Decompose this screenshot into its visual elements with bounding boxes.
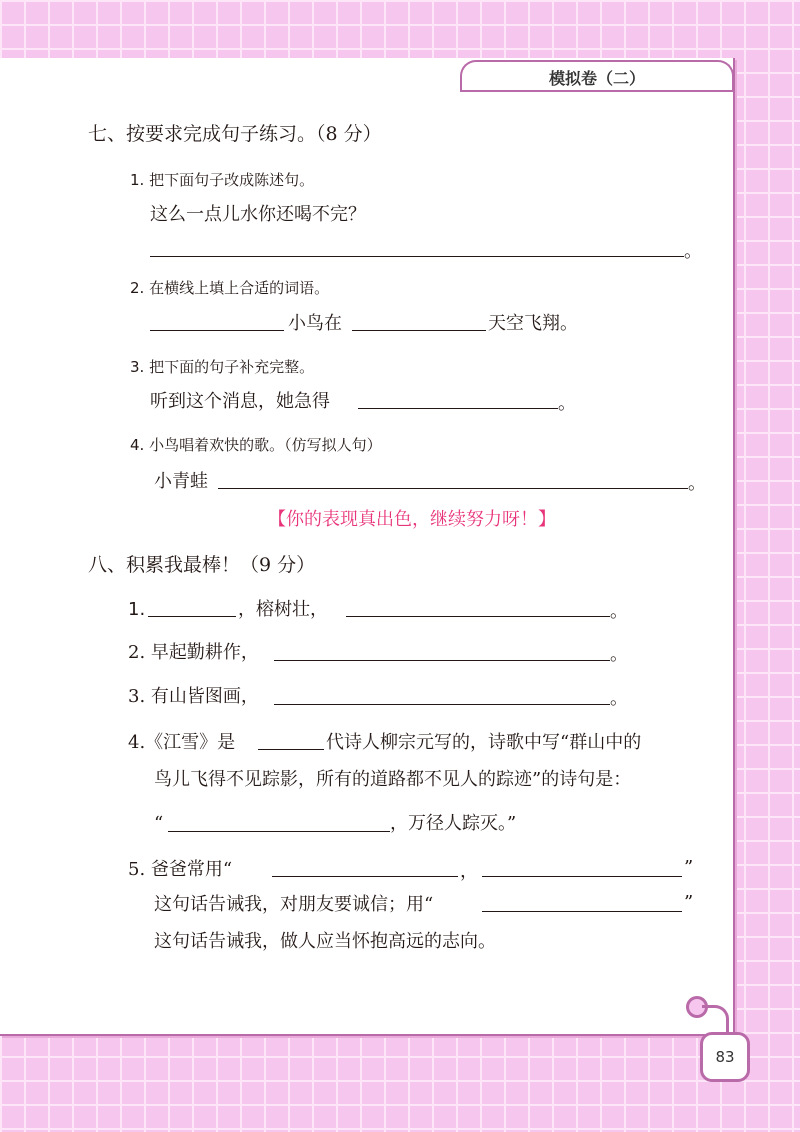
q8-4-blank-dynasty[interactable] bbox=[258, 749, 324, 750]
q7-2-prompt: 2. 在横线上填上合适的词语。 bbox=[130, 279, 330, 297]
q7-2-text-1: 小鸟在 bbox=[288, 313, 342, 334]
q8-5-close-quote-1: ” bbox=[684, 857, 694, 878]
q8-3-blank[interactable] bbox=[274, 704, 610, 705]
page-number: 83 bbox=[715, 1048, 735, 1066]
q7-3-lead: 听到这个消息，她急得 bbox=[150, 391, 330, 412]
q7-4-period: 。 bbox=[688, 473, 706, 494]
header-divider bbox=[460, 90, 733, 92]
q8-5-text-a: 5. 爸爸常用“ bbox=[128, 859, 233, 880]
q8-5-text-c: 这句话告诫我，做人应当怀抱高远的志向。 bbox=[154, 931, 496, 952]
q7-3-prompt: 3. 把下面的句子补充完整。 bbox=[130, 358, 315, 376]
q7-2-blank-2[interactable] bbox=[352, 330, 486, 331]
q7-1-sentence: 这么一点儿水你还喝不完？ bbox=[150, 204, 366, 225]
q8-1-blank-1[interactable] bbox=[148, 616, 236, 617]
worksheet-paper bbox=[0, 58, 735, 1036]
q8-3-period: 。 bbox=[610, 688, 628, 709]
q8-1-blank-2[interactable] bbox=[346, 616, 610, 617]
q8-5-close-quote-2: ” bbox=[684, 892, 694, 913]
q7-4-lead: 小青蛙 bbox=[154, 471, 208, 492]
q7-3-answer-line[interactable] bbox=[358, 408, 558, 409]
q8-4-text-a: 4.《江雪》是 bbox=[128, 732, 236, 753]
q8-4-text-b: 代诗人柳宗元写的，诗歌中写“群山中的 bbox=[326, 732, 642, 753]
q8-3-text: 3. 有山皆图画， bbox=[128, 686, 259, 707]
q8-4-text-d: ，万径人踪灭。” bbox=[390, 813, 517, 834]
q8-2-text: 2. 早起勤耕作， bbox=[128, 642, 259, 663]
q8-2-period: 。 bbox=[610, 644, 628, 665]
q7-3-period: 。 bbox=[558, 393, 576, 414]
q8-2-blank[interactable] bbox=[274, 660, 610, 661]
q7-1-answer-line[interactable] bbox=[150, 256, 684, 257]
q7-4-prompt: 4. 小鸟唱着欢快的歌。（仿写拟人句） bbox=[130, 436, 382, 454]
q8-5-comma: ， bbox=[460, 861, 478, 882]
q8-1-text: ，榕树壮， bbox=[238, 599, 328, 620]
header-tab bbox=[460, 60, 734, 92]
q8-4-text-c: 鸟儿飞得不见踪影，所有的道路都不见人的踪迹”的诗句是： bbox=[154, 769, 632, 790]
q8-4-blank-verse[interactable] bbox=[168, 831, 390, 832]
q8-5-text-b: 这句话告诫我，对朋友要诚信；用“ bbox=[154, 894, 434, 915]
q8-5-blank-3[interactable] bbox=[482, 911, 682, 912]
header-tab-title: 模拟卷（二） bbox=[548, 68, 645, 88]
q7-1-prompt: 1. 把下面句子改成陈述句。 bbox=[130, 171, 315, 189]
q7-1-period: 。 bbox=[684, 241, 702, 262]
q8-1-number: 1. bbox=[128, 599, 146, 620]
section-7-title: 七、按要求完成句子练习。（8 分） bbox=[88, 123, 382, 145]
page-number-badge bbox=[700, 1032, 750, 1082]
q8-5-blank-2[interactable] bbox=[482, 876, 682, 877]
q8-5-blank-1[interactable] bbox=[272, 876, 458, 877]
q8-1-period: 。 bbox=[610, 601, 628, 622]
q7-4-answer-line[interactable] bbox=[218, 488, 688, 489]
q8-4-open-quote: “ bbox=[154, 813, 164, 834]
q7-2-text-2: 天空飞翔。 bbox=[488, 313, 578, 334]
q7-2-blank-1[interactable] bbox=[150, 330, 284, 331]
encouragement-motto: 【你的表现真出色，继续努力呀！】 bbox=[268, 509, 556, 530]
section-8-title: 八、积累我最棒！（9 分） bbox=[88, 554, 316, 576]
